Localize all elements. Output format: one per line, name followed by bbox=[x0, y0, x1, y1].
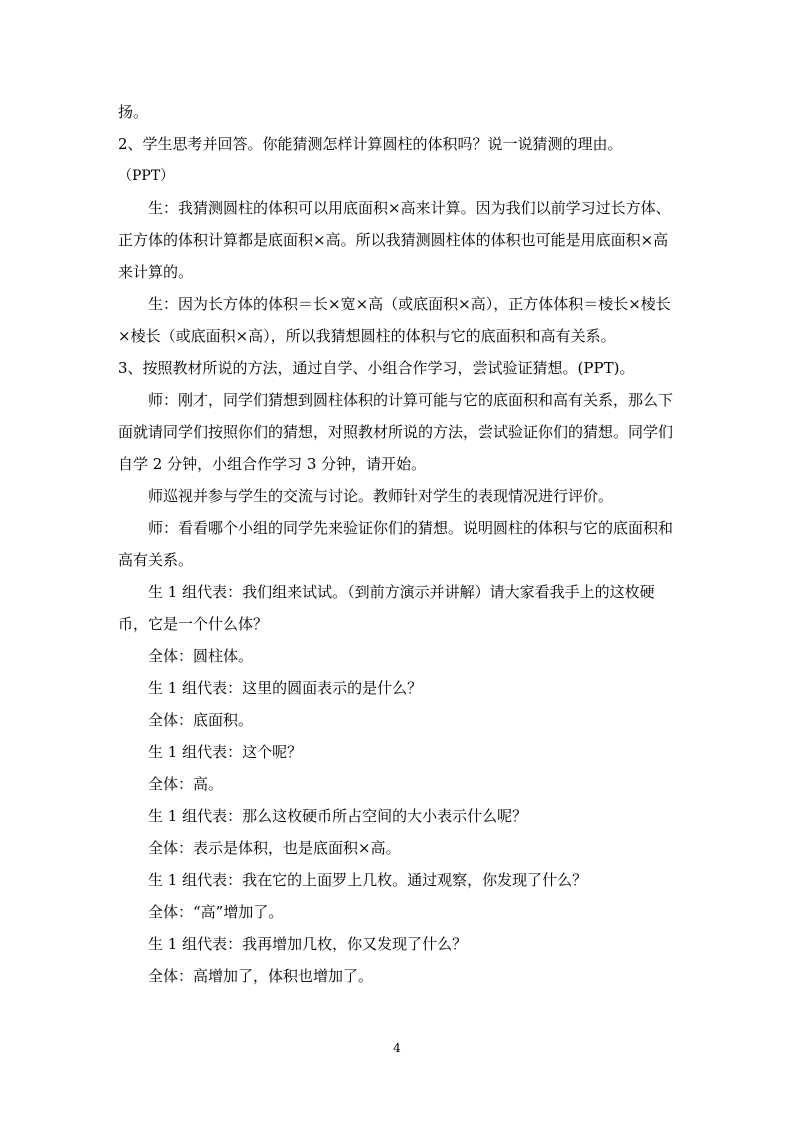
paragraph-ppt-note: （PPT） bbox=[118, 168, 175, 184]
paragraph-teacher-prompt: 师：看看哪个小组的同学先来验证你们的猜想。说明圆柱的体积与它的底面积和高有关系。 bbox=[118, 519, 674, 569]
paragraph-step-3: 3、按照教材所说的方法，通过自学、小组合作学习，尝试验证猜想。(PPT)。 bbox=[118, 359, 635, 377]
dialogue-line: 生 1 组代表：我再增加几枚，你又发现了什么？ bbox=[148, 935, 468, 953]
paragraph-student-answer-2: 生：因为长方体的体积＝长×宽×高（或底面积×高），正方体体积＝棱长×棱长×棱长（或底面积×高），所以我猜想圆柱的体积与它的底面积和高有关系。 bbox=[118, 295, 671, 345]
dialogue-line: 全体：高增加了，体积也增加了。 bbox=[148, 967, 374, 985]
paragraph-continuation: 扬。 bbox=[118, 103, 149, 121]
dialogue-line: 生 1 组代表：那么这枚硬币所占空间的大小表示什么呢？ bbox=[148, 807, 528, 825]
dialogue-line: 生 1 组代表：这里的圆面表示的是什么？ bbox=[148, 679, 423, 697]
paragraph-student-answer-1: 生：我猜测圆柱的体积可以用底面积×高来计算。因为我们以前学习过长方体、正方体的体积计算都是底面积×高。所以我猜测圆柱体的体积也可能是用底面积×高来计算的。 bbox=[118, 199, 671, 281]
paragraph-step-2: 2、学生思考并回答。你能猜测怎样计算圆柱的体积吗？说一说猜测的理由。 bbox=[118, 135, 623, 153]
document-body bbox=[118, 96, 674, 992]
dialogue-line: 全体：圆柱体。 bbox=[148, 647, 254, 665]
dialogue-line: 全体：底面积。 bbox=[148, 711, 254, 729]
page-number: 4 bbox=[393, 1041, 401, 1055]
dialogue-line: 全体：“高”增加了。 bbox=[148, 903, 284, 921]
dialogue-line: 生 1 组代表：我们组来试试。（到前方演示并讲解）请大家看我手上的这枚硬币，它是一个什么体？ bbox=[118, 583, 655, 633]
dialogue-line: 全体：表示是体积，也是底面积×高。 bbox=[148, 839, 401, 857]
paragraph-teacher-observation: 师巡视并参与学生的交流与讨论。教师针对学生的表现情况进行评价。 bbox=[148, 487, 614, 505]
dialogue-line: 生 1 组代表：我在它的上面罗上几枚。通过观察，你发现了什么？ bbox=[148, 871, 588, 889]
paragraph-teacher-instruction: 师：刚才，同学们猜想到圆柱体积的计算可能与它的底面积和高有关系，那么下面就请同学们按照你们的猜想，对照教材所说的方法，尝试验证你们的猜想。同学们自学 2 分钟，小组合作学习 3 分钟，请开始。 bbox=[118, 391, 674, 473]
dialogue-line: 全体：高。 bbox=[148, 775, 224, 793]
dialogue-line: 生 1 组代表：这个呢？ bbox=[148, 743, 303, 761]
